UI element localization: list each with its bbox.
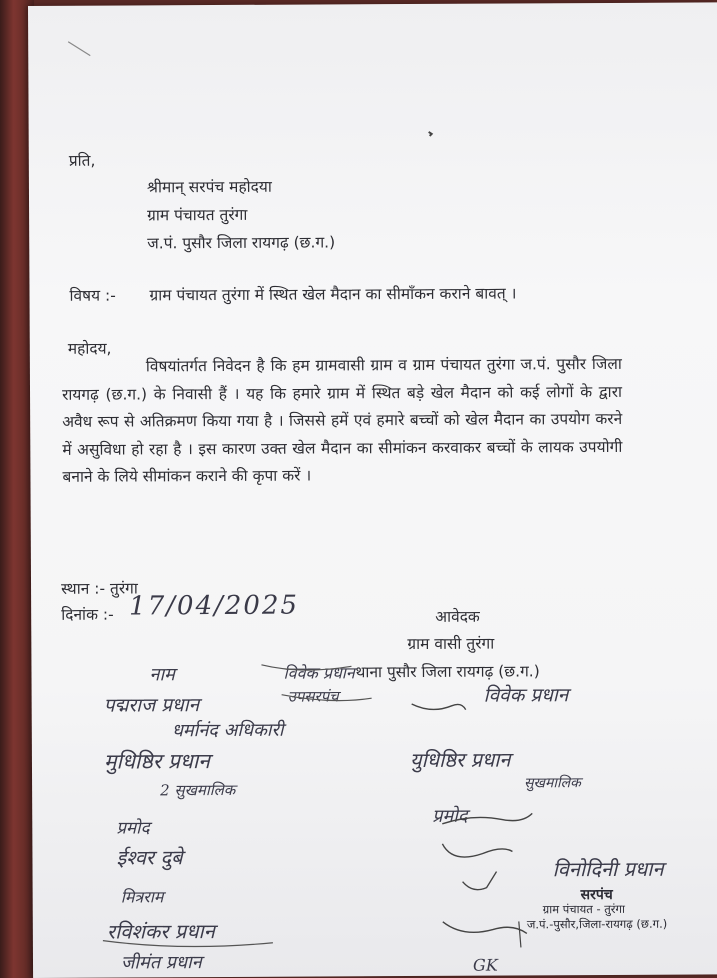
place-label: स्थान :- तुरंगा — [61, 579, 138, 598]
signature-middle-1: विवेक प्रधान — [283, 663, 355, 683]
recipient-line-2: ग्राम पंचायत तुरंगा — [147, 205, 248, 225]
handwriting-scribbles — [28, 2, 717, 978]
subject-text: ग्राम पंचायत तुरंगा में स्थित खेल मैदान का सीमाँकन कराने बावत् । — [149, 284, 517, 305]
recipient-line-1: श्रीमान् सरपंच महोदया — [146, 177, 272, 197]
date-label: दिनांक :- — [61, 605, 114, 624]
letter-page — [28, 2, 717, 978]
signature-left-5: प्रमोद — [116, 818, 150, 839]
signature-left-1: पद्मराज प्रधान — [103, 694, 200, 717]
signature-left-3: मुधिष्ठिर प्रधान — [103, 749, 210, 774]
applicant-thana: थाना पुसौर जिला रायगढ़ (छ.ग.) — [355, 662, 540, 682]
signature-left-9: जीमंत प्रधान — [120, 952, 202, 974]
signature-right-1: विवेक प्रधान — [483, 684, 569, 707]
stamp-line-2: ज.पं.-पुसौर,जिला-रायगढ़ (छ.ग.) — [526, 916, 668, 932]
letter-body: विषयांतर्गत निवेदन है कि हम ग्रामवासी ग्राम व ग्राम पंचायत तुरंगा ज.पं. पुसौर जिला रायगढ़ (छ.ग.) के निवासी हैं । यह कि हमारे ग्राम में स्थित बड़े खेल मैदान को कई लोगों के द्वारा अवैध रूप से अतिक्रमण किया गया है । जिससे हमें एवं हमारे बच्चों को खेल मैदान का उपयोग करने में असुविधा हो रहा है । इस कारण उक्त खेल मैदान का सीमांकन करवाकर बच्चों के लायक उपयोगी बनाने के लिये सीमांकन कराने की कृपा करें । — [61, 354, 623, 486]
signature-left-7: मित्रराम — [120, 887, 164, 907]
sarpanch-signature: विनोदिनी प्रधान — [552, 856, 664, 882]
date-value: 17/04/2025 — [129, 590, 300, 622]
applicant-label: आवेदक — [435, 607, 480, 626]
signature-middle-2: उपसरपंच — [287, 687, 339, 706]
signature-left-6: ईश्वर दुबे — [116, 845, 183, 870]
signature-right-3: सुखमालिक — [524, 775, 581, 792]
salutation: महोदय, — [67, 339, 112, 358]
prati-label: प्रति, — [68, 151, 96, 170]
stamp-title: सरपंच — [580, 886, 613, 904]
signature-left-8: रविशंकर प्रधान — [106, 919, 215, 944]
subject-label: विषय :- — [69, 286, 116, 305]
recipient-line-3: ज.पं. पुसौर जिला रायगढ़ (छ.ग.) — [147, 233, 336, 253]
signature-right-4: प्रमोद — [432, 805, 468, 827]
stamp-line-1: ग्राम पंचायत - तुरंगा — [542, 901, 625, 917]
signature-left-4: 2 सुखमालिक — [160, 780, 236, 800]
signature-left-2: धर्मानंद अधिकारी — [171, 719, 284, 742]
signature-right-5: GK — [472, 955, 498, 975]
name-header: नाम — [149, 664, 175, 686]
signature-right-2: युधिष्ठिर प्रधान — [409, 747, 511, 773]
applicant-village: ग्राम वासी तुरंगा — [407, 634, 495, 654]
